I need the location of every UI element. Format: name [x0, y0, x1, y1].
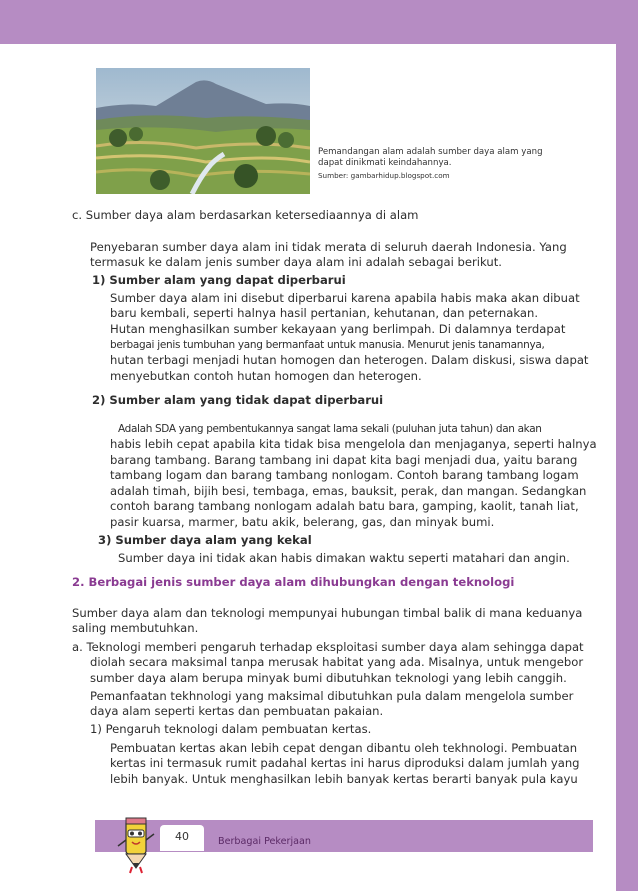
- item1-line: Hutan menghasilkan sumber kekayaan yang berlimpah. Di dalamnya terdapat: [110, 322, 566, 336]
- sub1-line: Pembuatan kertas akan lebih cepat dengan dibantu oleh tekhnologi. Pembuatan: [110, 741, 578, 755]
- section-c-heading: c. Sumber daya alam berdasarkan ketersediaannya di alam: [72, 208, 419, 222]
- item2-line: pasir kuarsa, marmer, batu akik, belerang, gas, dan minyak bumi.: [110, 515, 495, 529]
- item1-line: hutan terbagi menjadi hutan homogen dan heterogen. Dalam diskusi, siswa dapat: [110, 353, 589, 367]
- right-decor-band: [616, 0, 638, 891]
- footer-title: Berbagai Pekerjaan: [218, 836, 311, 847]
- item2-line: habis lebih cepat apabila kita tidak bisa mengelola dan menjaganya, seperti halnya: [110, 437, 597, 451]
- landscape-photo: [96, 68, 310, 194]
- section-2-intro-1: Sumber daya alam dan teknologi mempunyai hubungan timbal balik di mana keduanya: [72, 606, 583, 620]
- section-2-intro-2: saling membutuhkan.: [72, 621, 199, 635]
- item2-line: Adalah SDA yang pembentukannya sangat lama sekali (puluhan juta tahun) dan akan: [118, 423, 542, 435]
- section-2-heading: 2. Berbagai jenis sumber daya alam dihubungkan dengan teknologi: [72, 575, 515, 589]
- sub1-title: 1) Pengaruh teknologi dalam pembuatan kertas.: [90, 722, 372, 736]
- sub1-line: kertas ini termasuk rumit padahal kertas ini harus diproduksi dalam jumlah yang: [110, 756, 580, 770]
- page-number: 40: [175, 830, 189, 843]
- item2-line: adalah timah, bijih besi, tembaga, emas, bauksit, perak, dan mangan. Sedangkan: [110, 484, 587, 498]
- item1-title: 1) Sumber alam yang dapat diperbarui: [92, 273, 346, 287]
- item1-line: menyebutkan contoh hutan homogen dan heterogen.: [110, 369, 422, 383]
- item3-title: 3) Sumber daya alam yang kekal: [98, 533, 312, 547]
- section-c-intro-1: Penyebaran sumber daya alam ini tidak merata di seluruh daerah Indonesia. Yang: [90, 240, 567, 254]
- item1-line: Sumber daya alam ini disebut diperbarui karena apabila habis maka akan dibuat: [110, 291, 580, 305]
- item1-line: baru kembali, seperti halnya hasil pertanian, kehutanan, dan peternakan.: [110, 306, 539, 320]
- caption-source: Sumber: gambarhidup.blogspot.com: [318, 171, 450, 180]
- item2-title: 2) Sumber alam yang tidak dapat diperbarui: [92, 393, 384, 407]
- item-a-line: Pemanfaatan tekhnologi yang maksimal dibutuhkan pula dalam mengelola sumber: [90, 689, 574, 703]
- sub1-line: lebih banyak. Untuk menghasilkan lebih banyak kertas berarti banyak pula kayu: [110, 772, 578, 786]
- item2-line: contoh barang tambang nonlogam adalah batu bara, gamping, kaolit, tanah liat,: [110, 499, 579, 513]
- caption-text: Pemandangan alam adalah sumber daya alam yang dapat dinikmati keindahannya.: [318, 147, 543, 168]
- pencil-mascot-icon: [112, 810, 160, 874]
- item2-line: tambang logam dan barang tambang nonlogam. Contoh barang tambang logam: [110, 468, 579, 482]
- item1-line: berbagai jenis tumbuhan yang bermanfaat untuk manusia. Menurut jenis tanamannya,: [110, 339, 545, 351]
- photo-caption: [318, 147, 568, 181]
- item3-line: Sumber daya ini tidak akan habis dimakan waktu seperti matahari dan angin.: [118, 551, 570, 565]
- item-a-line: daya alam seperti kertas dan pembuatan pakaian.: [90, 704, 384, 718]
- section-c-intro-2: termasuk ke dalam jenis sumber daya alam ini adalah sebagai berikut.: [90, 255, 502, 269]
- item-a-line: a. Teknologi memberi pengaruh terhadap eksploitasi sumber daya alam sehingga dapat: [72, 640, 584, 654]
- item2-line: barang tambang. Barang tambang ini dapat kita bagi menjadi dua, yaitu barang: [110, 453, 578, 467]
- item-a-line: sumber daya alam berupa minyak bumi dibutuhkan teknologi yang lebih canggih.: [90, 671, 567, 685]
- top-decor-band: [0, 0, 638, 44]
- item-a-line: diolah secara maksimal tanpa merusak habitat yang ada. Misalnya, untuk mengebor: [90, 655, 584, 669]
